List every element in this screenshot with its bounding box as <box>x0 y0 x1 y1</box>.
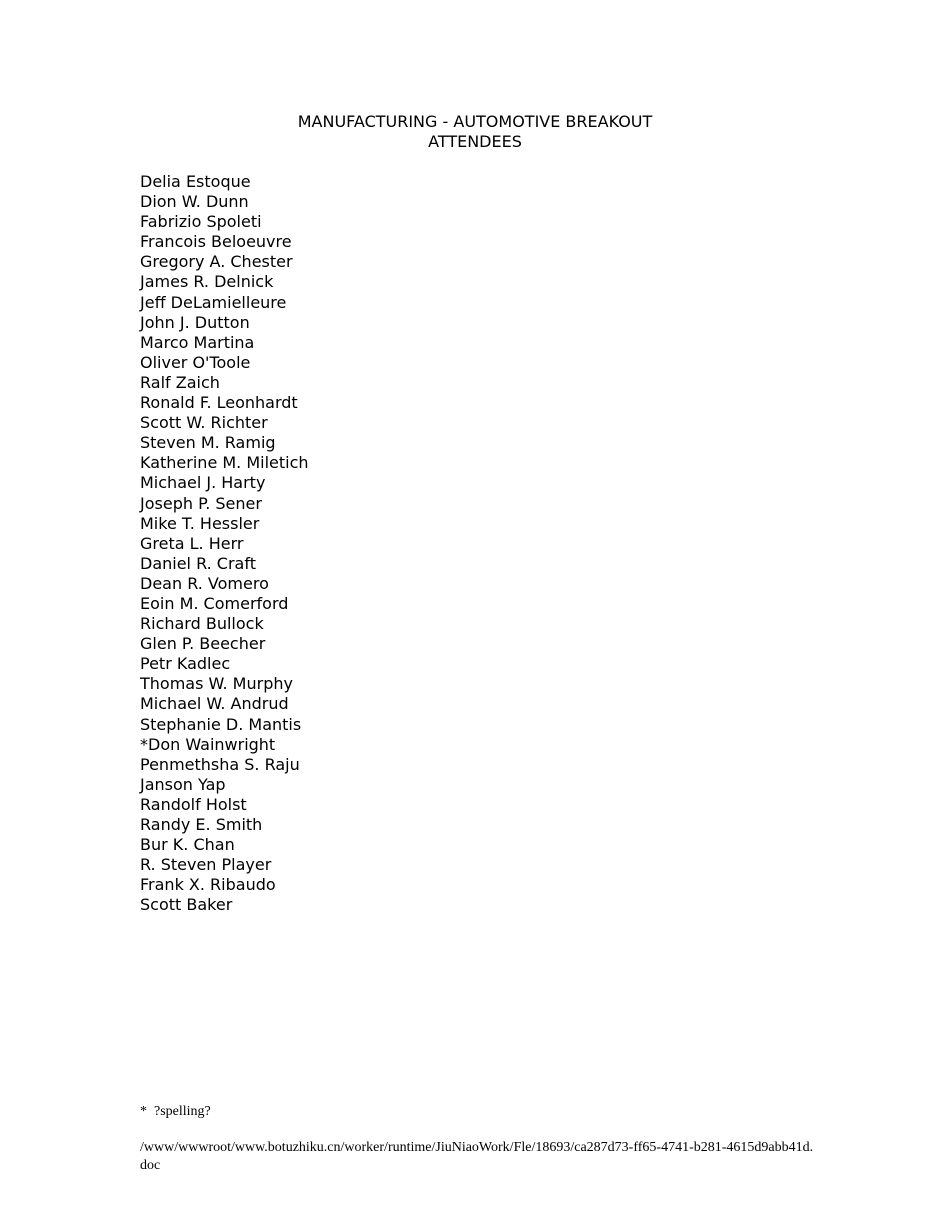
attendee-name: Ralf Zaich <box>140 372 220 392</box>
attendee-name: Dean R. Vomero <box>140 573 269 593</box>
attendee-name: Delia Estoque <box>140 172 251 191</box>
attendee-name: Penmethsha S. Raju <box>140 754 300 774</box>
attendee-name: Bur K. Chan <box>140 835 235 855</box>
attendee-name: Fabrizio Spoleti <box>140 212 262 232</box>
file-path: /www/wwwroot/www.botuzhiku.cn/worker/runtime/JiuNiaoWork/Fle/18693/ca287d73-ff65-4741-b281-4615d9abb41d.doc <box>140 1140 814 1173</box>
attendee-name: Petr Kadlec <box>140 654 231 674</box>
attendee-list <box>140 172 309 915</box>
attendee-name: James R. Delnick <box>140 272 274 292</box>
page-title <box>0 112 950 152</box>
title-line-1: MANUFACTURING - AUTOMOTIVE BREAKOUT <box>297 112 653 131</box>
attendee-name: Oliver O'Toole <box>140 352 251 372</box>
attendee-name: Janson Yap <box>140 774 226 794</box>
attendee-name: Michael J. Harty <box>140 473 266 493</box>
attendee-name: Dion W. Dunn <box>140 192 249 212</box>
attendee-name: Scott Baker <box>140 895 233 915</box>
attendee-name: Frank X. Ribaudo <box>140 875 276 895</box>
attendee-name: Greta L. Herr <box>140 533 244 553</box>
attendee-name: *Don Wainwright <box>140 734 276 754</box>
attendee-name: Thomas W. Murphy <box>140 674 293 694</box>
attendee-name: R. Steven Player <box>140 855 272 875</box>
attendee-name: Francois Beloeuvre <box>140 232 292 252</box>
attendee-name: Marco Martina <box>140 332 255 352</box>
attendee-name: Stephanie D. Mantis <box>140 714 302 734</box>
attendee-name: Jeff DeLamielleure <box>140 292 287 312</box>
attendee-name: Joseph P. Sener <box>140 493 262 513</box>
attendee-name: Steven M. Ramig <box>140 433 276 453</box>
attendee-name: Katherine M. Miletich <box>140 453 309 473</box>
footnote: * ?spelling? <box>140 1104 211 1119</box>
attendee-name: Mike T. Hessler <box>140 513 260 533</box>
attendee-name: Randolf Holst <box>140 794 247 814</box>
attendee-name: Daniel R. Craft <box>140 553 256 573</box>
attendee-name: Michael W. Andrud <box>140 694 289 714</box>
attendee-name: Ronald F. Leonhardt <box>140 393 298 413</box>
attendee-name: Gregory A. Chester <box>140 252 293 272</box>
attendee-name: Eoin M. Comerford <box>140 593 289 613</box>
attendee-name: Scott W. Richter <box>140 413 268 433</box>
attendee-name: Richard Bullock <box>140 614 264 634</box>
attendee-name: Randy E. Smith <box>140 815 263 834</box>
attendee-name: Glen P. Beecher <box>140 634 266 654</box>
attendee-name: John J. Dutton <box>140 312 250 332</box>
title-line-2: ATTENDEES <box>428 132 522 151</box>
